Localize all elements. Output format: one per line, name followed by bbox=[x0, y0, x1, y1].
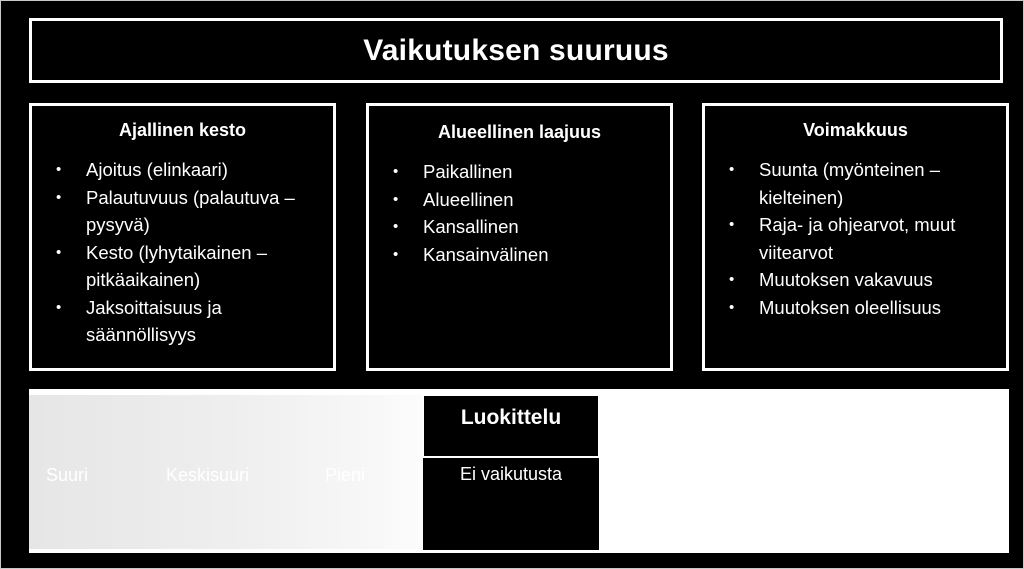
list-item: • Kesto (lyhytaikainen – pitkäaikainen) bbox=[56, 239, 323, 294]
classification-heading: Luokittelu bbox=[460, 406, 562, 429]
scale-label-keskisuuri: Keskisuuri bbox=[166, 465, 250, 485]
title-box bbox=[29, 18, 1003, 83]
card-ajallinen-kesto bbox=[29, 103, 336, 371]
card-heading: Ajallinen kesto bbox=[118, 120, 247, 140]
scale-label-suuri: Suuri bbox=[46, 465, 89, 485]
list-item: • Alueellinen bbox=[393, 186, 660, 214]
list-item: • Ajoitus (elinkaari) bbox=[56, 156, 323, 184]
classification-box bbox=[423, 394, 599, 550]
list-item: • Jaksoittaisuus ja säännöllisyys bbox=[56, 294, 323, 349]
bullet-list bbox=[32, 156, 333, 349]
scale-label-pieni: Pieni bbox=[325, 465, 366, 485]
classification-panel bbox=[29, 389, 1009, 553]
classification-header bbox=[423, 394, 599, 458]
card-heading: Alueellinen laajuus bbox=[437, 122, 602, 142]
list-item: • Kansallinen bbox=[393, 213, 660, 241]
list-item: • Raja- ja ohjearvot, muut viitearvot bbox=[729, 211, 996, 266]
card-voimakkuus bbox=[702, 103, 1009, 371]
card-alueellinen-laajuus bbox=[366, 103, 673, 371]
bullet-list bbox=[369, 158, 670, 268]
classification-value: Ei vaikutusta bbox=[459, 464, 563, 484]
card-heading: Voimakkuus bbox=[803, 120, 908, 140]
bullet-list bbox=[705, 156, 1006, 321]
list-item: • Muutoksen vakavuus bbox=[729, 266, 996, 294]
diagram-title: Vaikutuksen suuruus bbox=[363, 33, 669, 67]
list-item: • Muutoksen oleellisuus bbox=[729, 294, 996, 322]
list-item: • Kansainvälinen bbox=[393, 241, 660, 269]
list-item: • Suunta (myönteinen – kielteinen) bbox=[729, 156, 996, 211]
list-item: • Palautuvuus (palautuva – pysyvä) bbox=[56, 184, 323, 239]
scale-gradient-band bbox=[29, 395, 424, 549]
list-item: • Paikallinen bbox=[393, 158, 660, 186]
